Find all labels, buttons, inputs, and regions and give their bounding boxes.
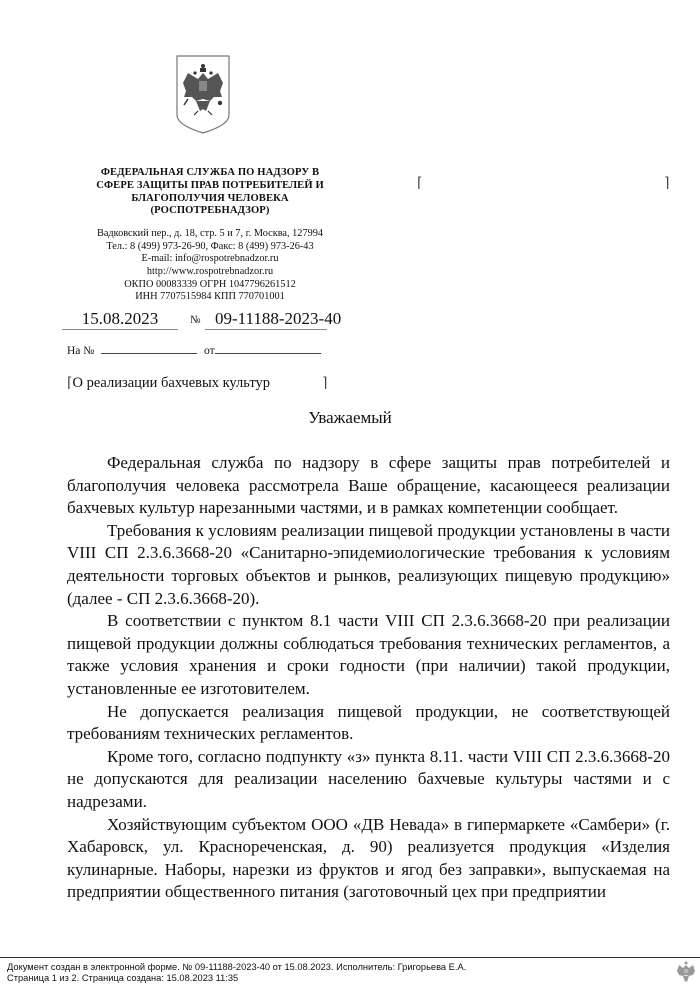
website: http://www.rospotrebnadzor.ru [146,265,274,277]
okpo-ogrn: ОКПО 00083339 ОГРН 1047796261512 [124,278,296,290]
coat-of-arms-icon [174,53,232,137]
from-date-blank [215,352,321,354]
letter-body [67,452,670,904]
body-paragraph: Федеральная служба по надзору в сфере защиты прав потребителей и благополучия человека рассмотрела Ваше обращение, касающееся реализации бахчевых культур нарезанными частями, и в рамках компетенции сообщает. [67,453,670,518]
body-paragraph: В соответствии с пунктом 8.1 части VIII СП 2.3.6.3668-20 при реализации пищевой продукции должны соблюдаться требования технических регламентов, а также условия хранения и сроки годности (при наличии) такой продукции, установленные ее изготовителем. [67,611,670,698]
reply-to-number-blank [101,352,197,354]
body-paragraph: Кроме того, согласно подпункту «з» пункта 8.11. части VIII СП 2.3.6.3668-20 не допускаются для реализации населению бахчевые культуры частями и с надрезами. [67,746,670,811]
from-label: от [204,345,215,357]
subject-bracket-right: ⌉ [322,375,328,391]
footer-document-info: Документ создан в электронной форме. № 09-11188-2023-40 от 15.08.2023. Исполнитель: Григорьева Е.А. [7,962,467,972]
footer-coat-of-arms-icon [676,959,696,987]
sender-organization-block [60,167,360,304]
subject-text: О реализации бахчевых культур [72,375,270,391]
greeting: Уважаемый [308,408,392,427]
subject-line [67,375,270,392]
number-sign: № [190,314,201,326]
address: Вадковский пер., д. 18, стр. 5 и 7, г. Москва, 127994 [96,228,324,240]
org-name-line: ФЕДЕРАЛЬНАЯ СЛУЖБА ПО НАДЗОРУ В [100,167,320,178]
recipient-bracket-left: ⌈ [417,175,423,191]
reply-to-label: На № [67,345,95,357]
body-paragraph: Не допускается реализация пищевой продукции, не соответствующей требованиям технических регламентов. [67,701,670,744]
subject-bracket-left: ⌈ [67,375,73,391]
organization-contacts [60,228,360,304]
reply-to-line [67,345,321,357]
email: E-mail: info@rospotrebnadzor.ru [141,253,279,265]
body-paragraph: Требования к условиям реализации пищевой продукции установлены в части VIII СП 2.3.6.3668-20 «Санитарно-эпидемиологические требования к условиям деятельности торговых объектов и рынков, реализующих пищевую продукцию» (далее - СП 2.3.6.3668-20). [67,520,670,608]
footer-info [7,962,466,983]
org-name-line: (РОСПОТРЕБНАДЗОР) [150,205,270,217]
footer-page-info: Страница 1 из 2. Страница создана: 15.08.2023 11:35 [7,972,239,983]
organization-name [60,167,360,218]
phone-fax: Тел.: 8 (499) 973-26-90, Факс: 8 (499) 973-26-43 [106,240,314,252]
org-name-line: БЛАГОПОЛУЧИЯ ЧЕЛОВЕКА [131,192,289,204]
body-paragraph: Хозяйствующим субъектом ООО «ДВ Невада» в гипермаркете «Самбери» (г. Хабаровск, ул. Краснореченская, д. 90) реализуется продукция «Изделия кулинарные. Наборы, нарезки из фруктов и ягод без заправки», выпускаемая на предприятии общественного питания (заготовочный цех при предприятии [67,814,670,902]
footer-divider [0,957,700,958]
inn-kpp: ИНН 7707515984 КПП 770701001 [135,291,285,303]
org-name-line: СФЕРЕ ЗАЩИТЫ ПРАВ ПОТРЕБИТЕЛЕЙ И [96,179,324,191]
recipient-bracket-right: ⌉ [664,175,670,191]
document-date: 15.08.2023 [62,309,178,330]
document-number: 09-11188-2023-40 [205,309,327,330]
